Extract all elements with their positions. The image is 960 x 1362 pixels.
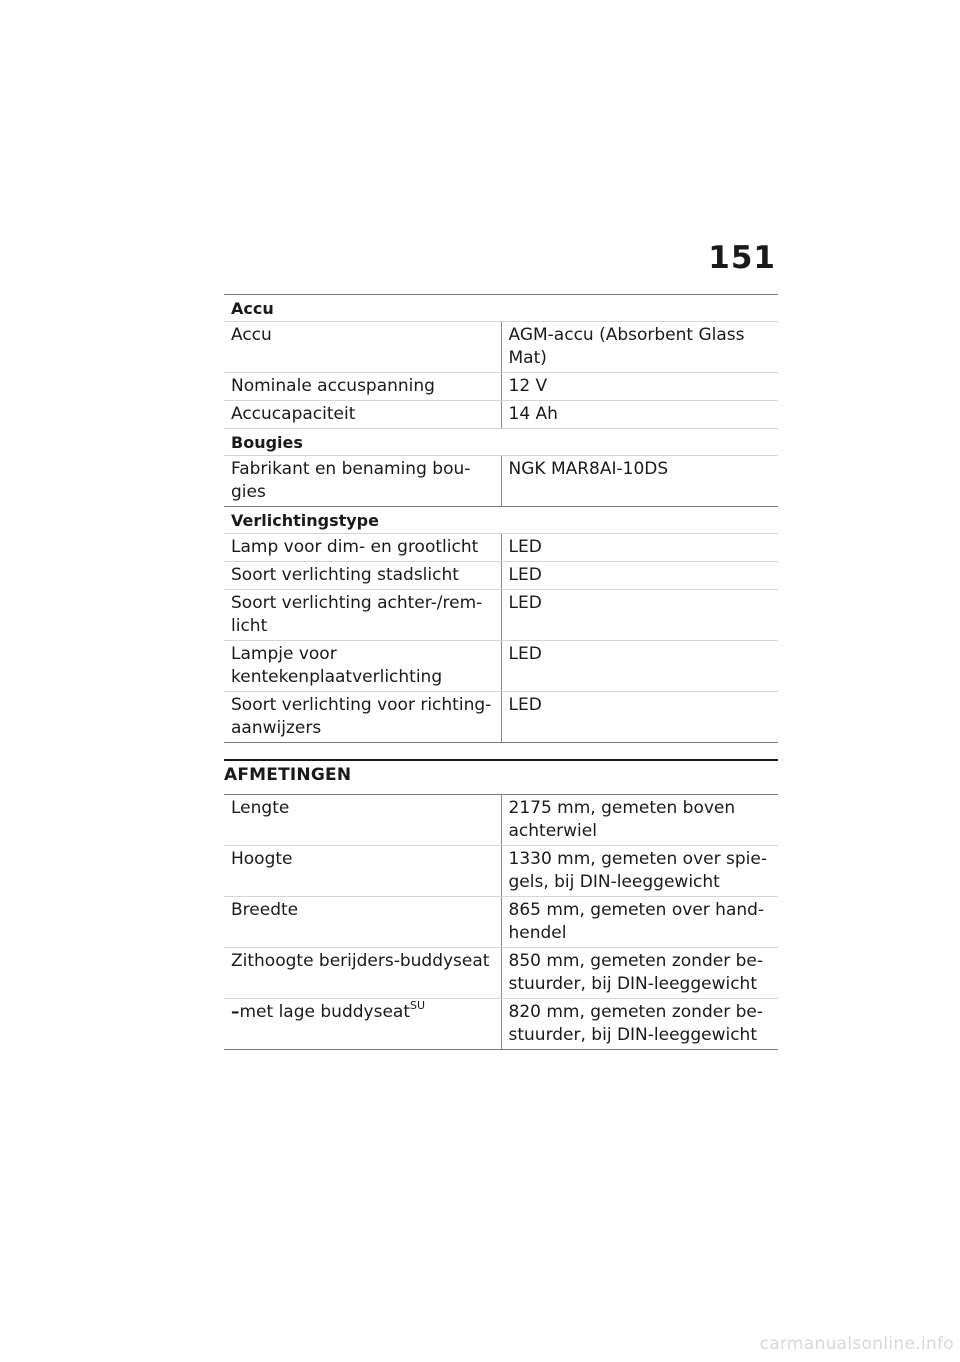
table-row bbox=[224, 999, 778, 1050]
row-label: Accu bbox=[224, 322, 501, 373]
page-number: 151 bbox=[708, 240, 776, 276]
electrical-spec-table bbox=[224, 294, 778, 743]
row-label-option bbox=[224, 999, 501, 1050]
row-label-text: met lage buddyseat bbox=[239, 1002, 410, 1022]
row-value: 820 mm, gemeten zonder bestuurder, bij DIN-leeggewicht bbox=[501, 999, 778, 1050]
table-row bbox=[224, 322, 778, 373]
table-row bbox=[224, 534, 778, 562]
row-value: AGM-accu (Absorbent Glass Mat) bbox=[501, 322, 778, 373]
subheading-row bbox=[224, 295, 778, 322]
row-value: 1330 mm, gemeten over spiegels, bij DIN-leeggewicht bbox=[501, 846, 778, 897]
page-content bbox=[224, 294, 778, 1050]
row-value: 865 mm, gemeten over handhendel bbox=[501, 897, 778, 948]
lighting-heading: Verlichtingstype bbox=[224, 507, 778, 534]
table-row bbox=[224, 846, 778, 897]
battery-heading: Accu bbox=[224, 295, 778, 322]
row-value: 12 V bbox=[501, 373, 778, 401]
row-label: Fabrikant en benaming bougies bbox=[224, 456, 501, 507]
table-row bbox=[224, 590, 778, 641]
row-value: 14 Ah bbox=[501, 401, 778, 429]
row-label: Lengte bbox=[224, 795, 501, 846]
table-row bbox=[224, 562, 778, 590]
table-row bbox=[224, 692, 778, 743]
table-row bbox=[224, 641, 778, 692]
option-code-superscript: SU bbox=[410, 999, 426, 1012]
row-label: Nominale accuspanning bbox=[224, 373, 501, 401]
table-row bbox=[224, 795, 778, 846]
row-label: Soort verlichting voor richtingaanwijzers bbox=[224, 692, 501, 743]
row-label: Breedte bbox=[224, 897, 501, 948]
dimensions-table bbox=[224, 794, 778, 1050]
dash-marker: – bbox=[231, 1002, 240, 1022]
row-label: Accucapaciteit bbox=[224, 401, 501, 429]
row-label: Zithoogte berijders-buddyseat bbox=[224, 948, 501, 999]
row-value: NGK MAR8AI-10DS bbox=[501, 456, 778, 507]
row-value: 2175 mm, gemeten boven achterwiel bbox=[501, 795, 778, 846]
row-label: Soort verlichting stadslicht bbox=[224, 562, 501, 590]
row-label: Hoogte bbox=[224, 846, 501, 897]
table-row bbox=[224, 373, 778, 401]
row-value: LED bbox=[501, 562, 778, 590]
watermark-text: carmanualsonline.info bbox=[759, 1334, 954, 1354]
table-row bbox=[224, 401, 778, 429]
row-label: Lampje voor kentekenplaatverlichting bbox=[224, 641, 501, 692]
row-value: LED bbox=[501, 590, 778, 641]
row-value: 850 mm, gemeten zonder bestuurder, bij DIN-leeggewicht bbox=[501, 948, 778, 999]
spark-plugs-heading: Bougies bbox=[224, 429, 778, 456]
table-row bbox=[224, 897, 778, 948]
subheading-row bbox=[224, 429, 778, 456]
table-row bbox=[224, 948, 778, 999]
table-row bbox=[224, 456, 778, 507]
subheading-row bbox=[224, 507, 778, 534]
section-title-dimensions: AFMETINGEN bbox=[224, 759, 778, 794]
row-value: LED bbox=[501, 641, 778, 692]
row-value: LED bbox=[501, 692, 778, 743]
row-label: Lamp voor dim- en grootlicht bbox=[224, 534, 501, 562]
row-value: LED bbox=[501, 534, 778, 562]
row-label: Soort verlichting achter-/remlicht bbox=[224, 590, 501, 641]
